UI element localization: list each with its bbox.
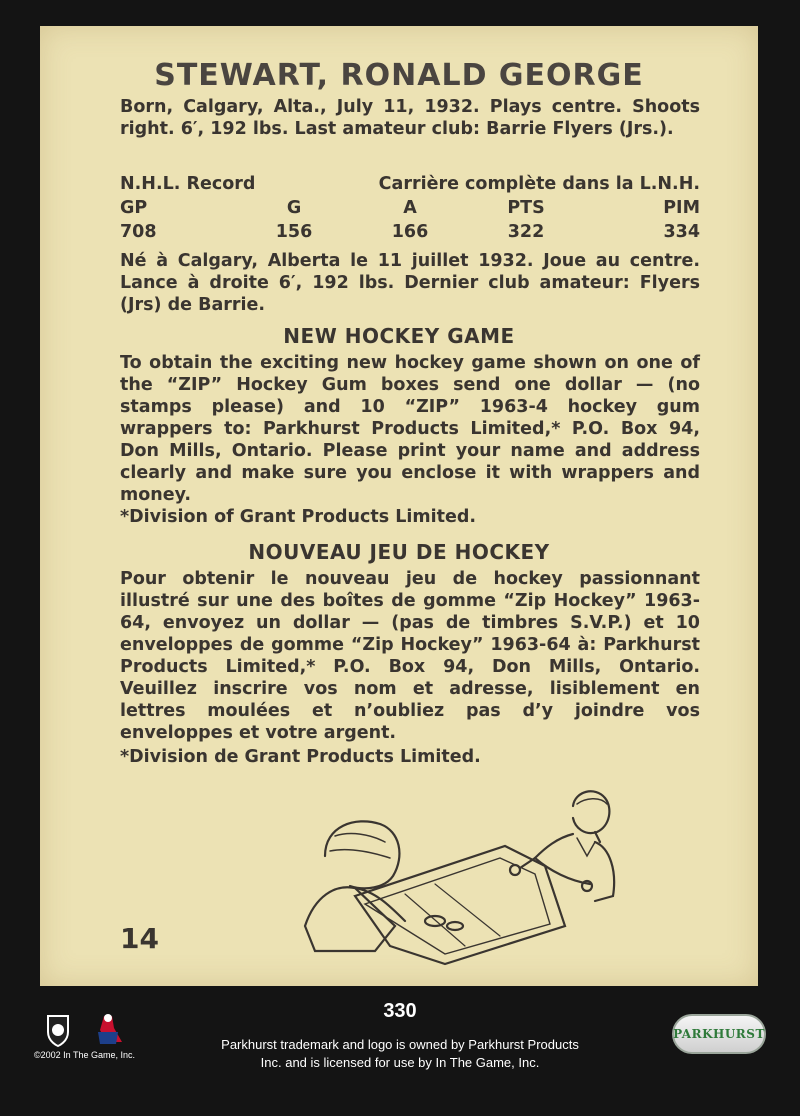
stats-header-pts: PTS — [507, 198, 545, 218]
hockey-game-illustration — [295, 776, 635, 966]
stats-value-a: 166 — [391, 222, 429, 242]
stats-header-row — [120, 196, 700, 220]
offer-title-french: NOUVEAU JEU DE HOCKEY — [248, 540, 550, 564]
stats-value-row — [120, 220, 700, 244]
bio-english: Born, Calgary, Alta., July 11, 1932. Plays centre. Shoots right. 6′, 192 lbs. Last amateur club: Barrie Flyers (Jrs.). — [120, 97, 700, 139]
stats-header-pim: PIM — [663, 198, 700, 218]
stats-value-pts: 322 — [507, 222, 545, 242]
card-back-panel — [40, 26, 758, 986]
stats-value-pim: 334 — [663, 222, 700, 242]
legal-text — [180, 1036, 620, 1072]
stats-label-english: N.H.L. Record — [120, 174, 256, 194]
stats-header-gp: GP — [120, 198, 148, 218]
stats-header-g: G — [286, 198, 302, 218]
stats-value-g: 156 — [275, 222, 313, 242]
stats-label-french: Carrière complète dans la L.N.H. — [378, 174, 700, 194]
stats-header-a: A — [403, 198, 417, 218]
original-card-number: 14 — [120, 922, 159, 955]
bio-french: Né à Calgary, Alberta le 11 juillet 1932. Joue au centre. Lance à droite 6′, 192 lbs. Dernier club amateur: Flyers (Jrs) de Barrie. — [120, 251, 700, 315]
offer-note-english: *Division of Grant Products Limited. — [120, 507, 477, 527]
stats-table — [120, 196, 700, 244]
stats-header — [120, 174, 700, 194]
offer-title-english: NEW HOCKEY GAME — [283, 324, 515, 348]
card-number: 330 — [383, 1000, 417, 1022]
legal-line-1: Parkhurst trademark and logo is owned by Parkhurst Products — [221, 1037, 579, 1052]
player-name: STEWART, RONALD GEORGE — [154, 58, 644, 93]
legal-line-2: Inc. and is licensed for use by In The Game, Inc. — [260, 1055, 540, 1070]
offer-text-english: To obtain the exciting new hockey game shown on one of the “ZIP” Hockey Gum boxes send one dollar — (no stamps please) and 10 “ZIP” 1963-4 hockey gum wrappers to: Parkhurst Products Limited,* P.O. Box 94, Don Mills, Ontario. Please print your name and address clearly and make sure you enclose it with wrappers and money. — [120, 353, 700, 505]
copyright-text: ©2002 In The Game, Inc. — [34, 1050, 136, 1060]
brand-logo-text: PARKHURST — [673, 1027, 765, 1041]
offer-text-french: Pour obtenir le nouveau jeu de hockey passionnant illustré sur une des boîtes de gomme “Zip Hockey” 1963-64, envoyez un dollar — (pas de timbres S.V.P.) et 10 enveloppes de gomme “Zip Hockey” 1963-64 à: Parkhurst Products Limited,* P.O. Box 94, Don Mills, Ontario. Veuillez inscrire vos nom et adresse, lisiblement en lettres moulées et n’oubliez pas d’y joindre vos enveloppes et votre argent. — [120, 569, 700, 743]
stats-value-gp: 708 — [120, 222, 157, 242]
offer-note-french: *Division de Grant Products Limited. — [120, 747, 481, 767]
parkhurst-logo — [672, 1014, 766, 1054]
